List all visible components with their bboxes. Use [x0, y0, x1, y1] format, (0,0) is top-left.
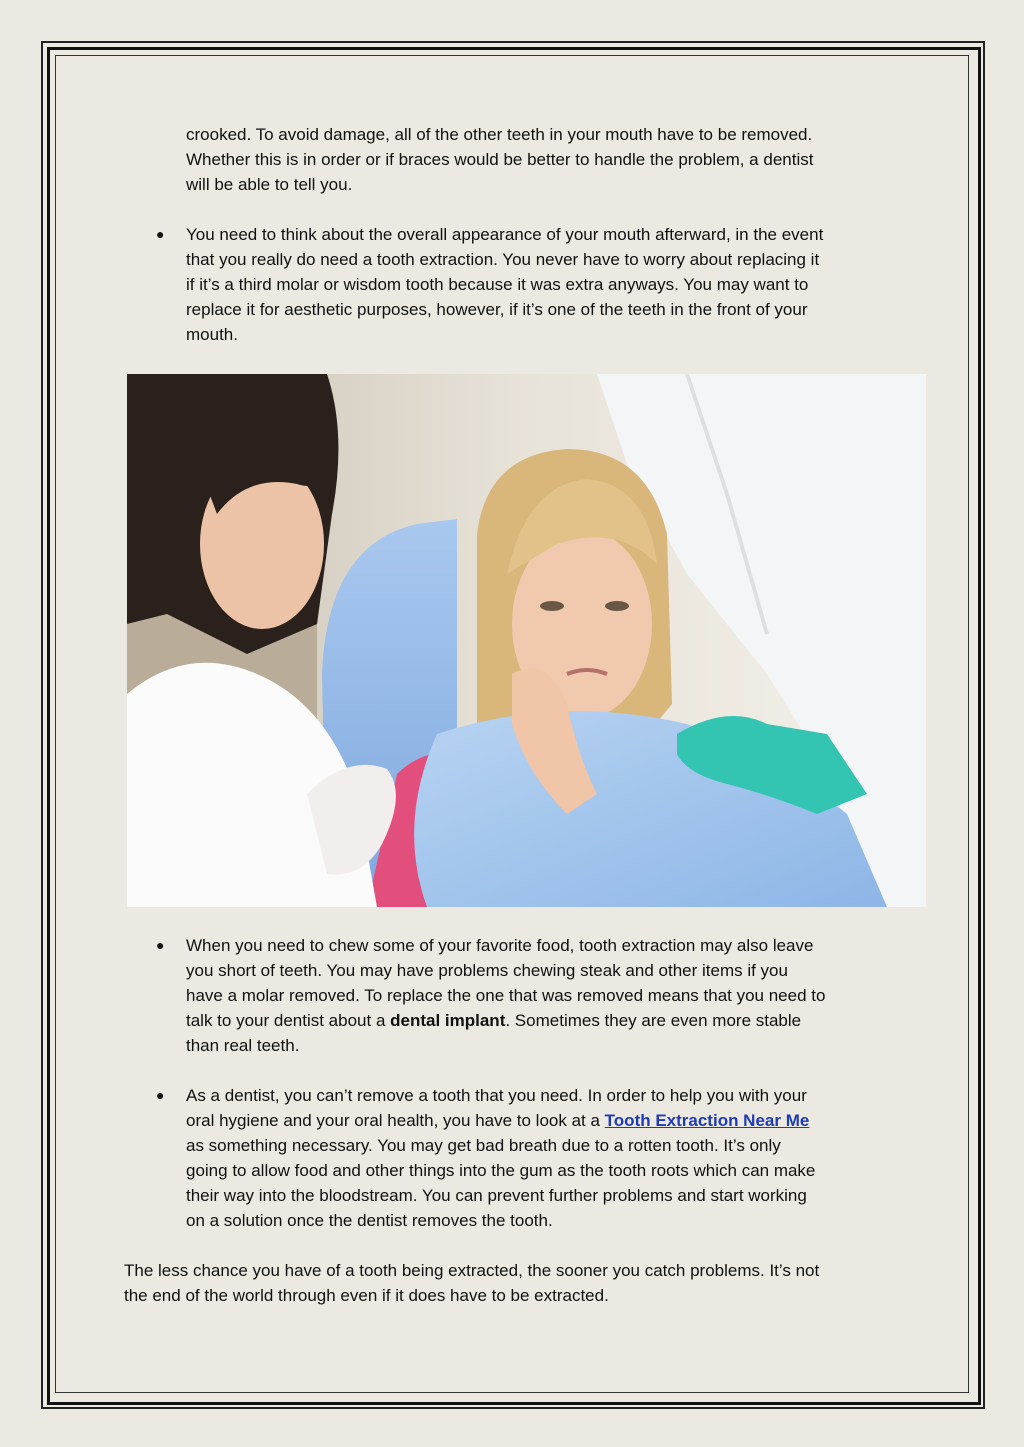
text-fragment: . Sometimes they are even more stable — [505, 1011, 802, 1030]
bullet-icon: ● — [156, 1087, 165, 1103]
text-fragment: oral hygiene and your oral health, you have to look at a — [186, 1111, 605, 1130]
text-line: their way into the bloodstream. You can prevent further problems and start working — [186, 1186, 807, 1205]
continuation-paragraph — [186, 122, 813, 197]
text-line: as something necessary. You may get bad breath due to a rotten tooth. It’s only — [186, 1136, 781, 1155]
text-line: on a solution once the dentist removes the tooth. — [186, 1211, 553, 1230]
text-line: the end of the world through even if it does have to be extracted. — [124, 1286, 609, 1305]
text-line: going to allow food and other things into the gum as the tooth roots which can make — [186, 1161, 816, 1180]
bullet-icon: ● — [156, 226, 165, 242]
text-line: replace it for aesthetic purposes, however, if it’s one of the teeth in the front of your — [186, 300, 808, 319]
text-line: you short of teeth. You may have problems chewing steak and other items if you — [186, 961, 788, 980]
bullet-item-chewing — [186, 933, 825, 1058]
text-line: than real teeth. — [186, 1036, 300, 1055]
text-fragment: talk to your dentist about a — [186, 1011, 391, 1030]
text-line: As a dentist, you can’t remove a tooth that you need. In order to help you with your — [186, 1086, 807, 1105]
text-line-with-bold — [186, 1008, 825, 1033]
text-line: that you really do need a tooth extraction. You never have to worry about replacing it — [186, 250, 820, 269]
closing-paragraph — [124, 1258, 819, 1308]
dentist-patient-photo — [127, 374, 926, 907]
text-line: if it’s a third molar or wisdom tooth because it was extra anyways. You may want to — [186, 275, 809, 294]
text-line: Whether this is in order or if braces would be better to handle the problem, a dentist — [186, 150, 814, 169]
bullet-item-hygiene — [186, 1083, 815, 1233]
text-line: The less chance you have of a tooth being extracted, the sooner you catch problems. It’s not — [124, 1261, 820, 1280]
bullet-icon: ● — [156, 937, 165, 953]
text-line: have a molar removed. To replace the one that was removed means that you need to — [186, 986, 826, 1005]
text-line: mouth. — [186, 325, 238, 344]
tooth-extraction-near-me-link[interactable]: Tooth Extraction Near Me — [604, 1111, 810, 1130]
bold-term-dental-implant: dental implant — [390, 1011, 506, 1030]
text-line: You need to think about the overall appearance of your mouth afterward, in the event — [186, 225, 824, 244]
text-line: When you need to chew some of your favorite food, tooth extraction may also leave — [186, 936, 814, 955]
text-line: crooked. To avoid damage, all of the other teeth in your mouth have to be removed. — [186, 125, 813, 144]
text-line: will be able to tell you. — [186, 175, 353, 194]
text-line-with-link — [186, 1108, 815, 1133]
bullet-item-appearance — [186, 222, 823, 347]
